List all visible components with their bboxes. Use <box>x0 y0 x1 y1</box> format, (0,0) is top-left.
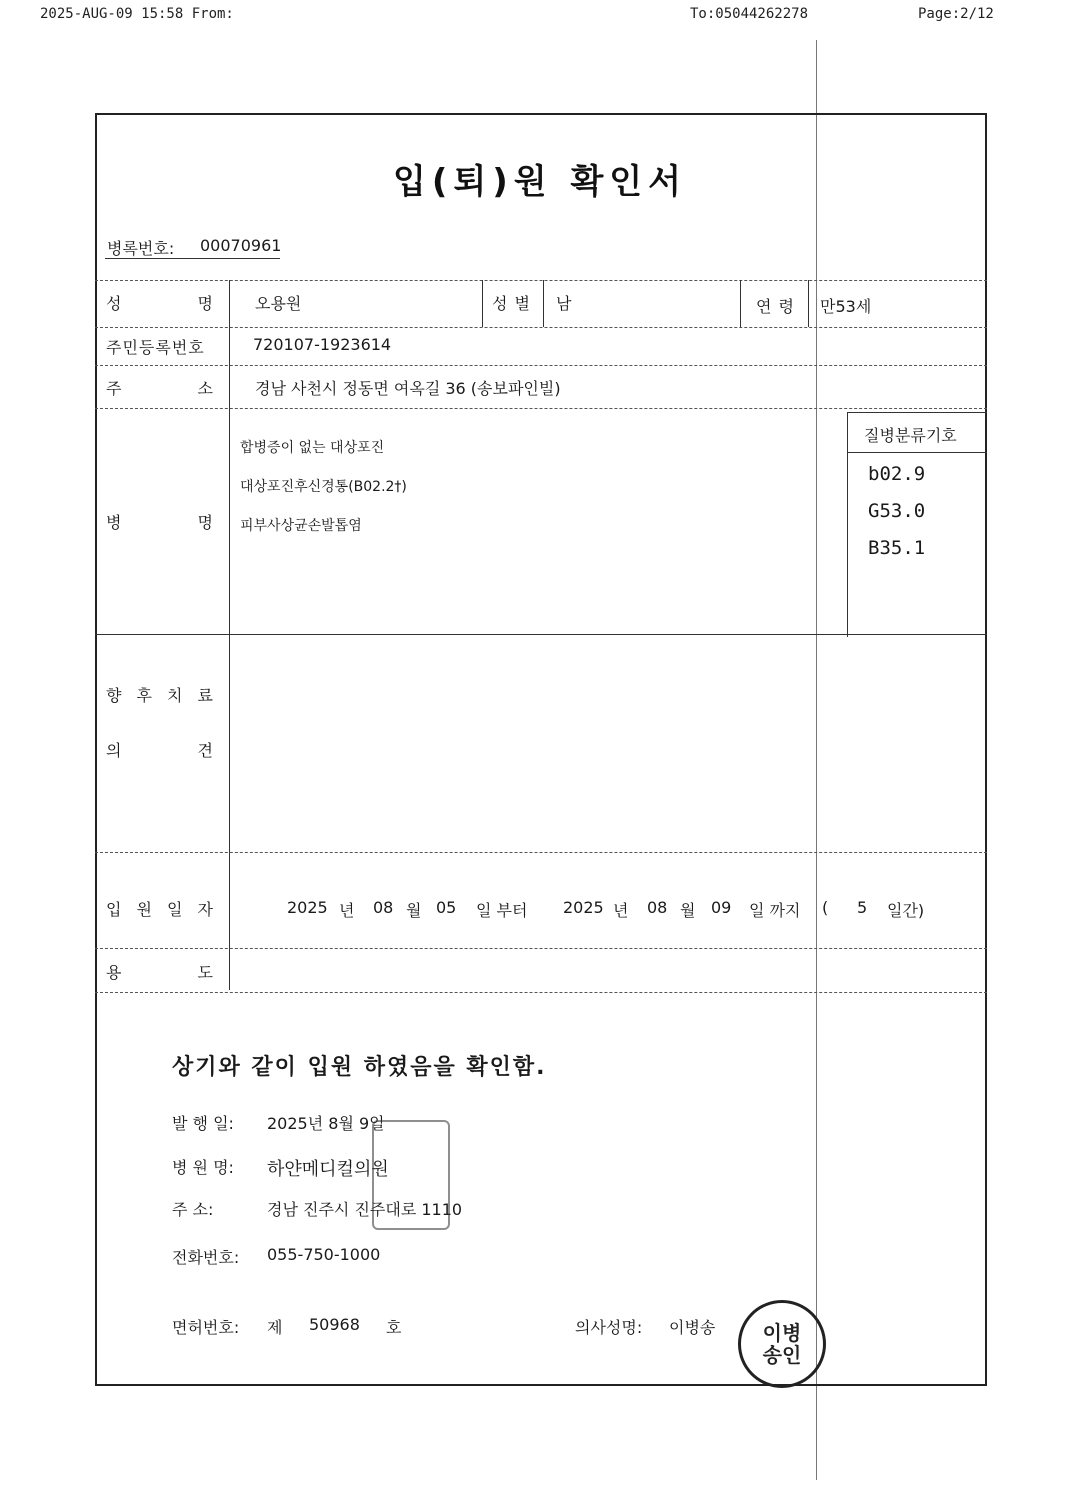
rrn-label: 주민등록번호 <box>106 338 205 357</box>
treatment-label <box>106 683 214 706</box>
opinion-label-char: 의 <box>106 741 123 760</box>
treatment-label-char: 후 <box>136 686 153 705</box>
diagnosis-line: 합병증이 없는 대상포진 <box>240 440 385 456</box>
fax-page: Page:2/12 <box>918 6 994 22</box>
treatment-label-char: 치 <box>167 686 184 705</box>
end-day: 09 <box>711 898 732 917</box>
patient-name: 오용원 <box>255 294 302 313</box>
issue-date-label: 발 행 일: <box>172 1114 234 1133</box>
treatment-label-char: 향 <box>106 686 123 705</box>
admission-label-char: 일 <box>167 900 184 919</box>
diagnosis-label-char: 병 <box>106 513 123 532</box>
hospital-name: 하얀메디컬의원 <box>267 1159 389 1180</box>
age-divider-left <box>740 280 741 327</box>
license-label: 면허번호: <box>172 1318 240 1337</box>
purpose-label <box>106 960 214 983</box>
license-prefix: 제 <box>267 1318 283 1337</box>
code-header: 질병분류기호 <box>864 426 957 445</box>
opinion-label <box>106 738 214 761</box>
record-underline <box>105 258 280 259</box>
purpose-label-char: 도 <box>197 963 214 982</box>
year-unit: 년 <box>339 901 355 920</box>
diagnosis-line: 대상포진후신경통(B02.2†) <box>240 479 407 495</box>
patient-rrn: 720107-1923614 <box>253 335 392 354</box>
start-year: 2025 <box>287 898 328 917</box>
stay-days: 5 <box>857 898 868 917</box>
document-title: 입(퇴)원 확인서 <box>393 162 687 202</box>
opinion-label-char: 견 <box>197 741 214 760</box>
phone-number: 055-750-1000 <box>267 1245 381 1264</box>
diagnosis-label-char: 명 <box>197 513 214 532</box>
name-label-char: 성 <box>106 294 123 313</box>
sex-label: 성 별 <box>492 294 531 313</box>
name-label <box>106 291 214 314</box>
start-day: 05 <box>436 898 457 917</box>
sex-divider-right <box>543 280 544 327</box>
row-line-2 <box>95 365 987 366</box>
row-line-6 <box>95 948 987 949</box>
admission-label-char: 자 <box>197 900 214 919</box>
admission-label <box>106 897 214 920</box>
issue-date: 2025년 8월 9일 <box>267 1114 385 1133</box>
to-text: 일 까지 <box>749 901 801 920</box>
year-unit: 년 <box>613 901 629 920</box>
sex-divider-left <box>482 280 483 327</box>
row-line-5 <box>95 852 987 853</box>
admission-label-char: 입 <box>106 900 123 919</box>
address-label <box>106 376 214 399</box>
purpose-label-char: 용 <box>106 963 123 982</box>
start-month: 08 <box>373 898 394 917</box>
month-unit: 월 <box>680 901 696 920</box>
treatment-label-char: 료 <box>197 686 214 705</box>
code-header-bottom <box>847 452 987 453</box>
confirmation-statement: 상기와 같이 입원 하였음을 확인함. <box>172 1055 547 1080</box>
admission-label-char: 원 <box>136 900 153 919</box>
address-label-char: 소 <box>197 379 214 398</box>
patient-address: 경남 사천시 정동면 여옥길 36 (송보파인빌) <box>255 379 561 398</box>
month-unit: 월 <box>406 901 422 920</box>
license-suffix: 호 <box>386 1318 402 1337</box>
address-label-char: 주 <box>106 379 123 398</box>
hospital-address-label: 주 소: <box>172 1200 214 1219</box>
row-line-1 <box>95 327 987 328</box>
row-line-3 <box>95 408 987 409</box>
label-column-divider <box>229 280 230 990</box>
row-line-7 <box>95 992 987 993</box>
fax-recipient: To:05044262278 <box>690 6 809 22</box>
diagnosis-label <box>106 510 214 533</box>
hospital-seal <box>372 1120 450 1230</box>
doctor-seal-text: 송인 <box>762 1343 802 1367</box>
diagnosis-line: 피부사상균손발톱염 <box>240 518 362 534</box>
stay-days-text: 일간) <box>887 901 925 920</box>
patient-age: 만53세 <box>820 297 872 316</box>
patient-sex: 남 <box>556 294 572 313</box>
row-line-4 <box>95 634 987 635</box>
hospital-label: 병 원 명: <box>172 1158 234 1177</box>
disease-code: b02.9 <box>868 463 926 485</box>
hospital-address: 경남 진주시 진주대로 1110 <box>267 1200 463 1219</box>
end-month: 08 <box>647 898 668 917</box>
doctor-name: 이병송 <box>669 1318 716 1337</box>
record-label: 병록번호: <box>107 239 175 258</box>
name-label-char: 명 <box>197 294 214 313</box>
disease-code: B35.1 <box>868 537 926 559</box>
paren-open: ( <box>822 898 829 917</box>
fax-datetime: 2025-AUG-09 15:58 From: <box>40 6 234 22</box>
doctor-seal-text: 이병 <box>762 1321 802 1345</box>
doctor-seal <box>738 1300 826 1388</box>
disease-code: G53.0 <box>868 500 926 522</box>
code-column-divider <box>847 412 848 637</box>
license-number: 50968 <box>309 1315 360 1334</box>
phone-label: 전화번호: <box>172 1248 240 1267</box>
age-divider-right <box>808 280 809 327</box>
record-number: 00070961 <box>200 236 282 255</box>
age-label: 연 령 <box>756 297 795 316</box>
end-year: 2025 <box>563 898 604 917</box>
from-text: 일 부터 <box>476 901 528 920</box>
doctor-label: 의사성명: <box>575 1318 643 1337</box>
code-header-top <box>847 412 987 413</box>
